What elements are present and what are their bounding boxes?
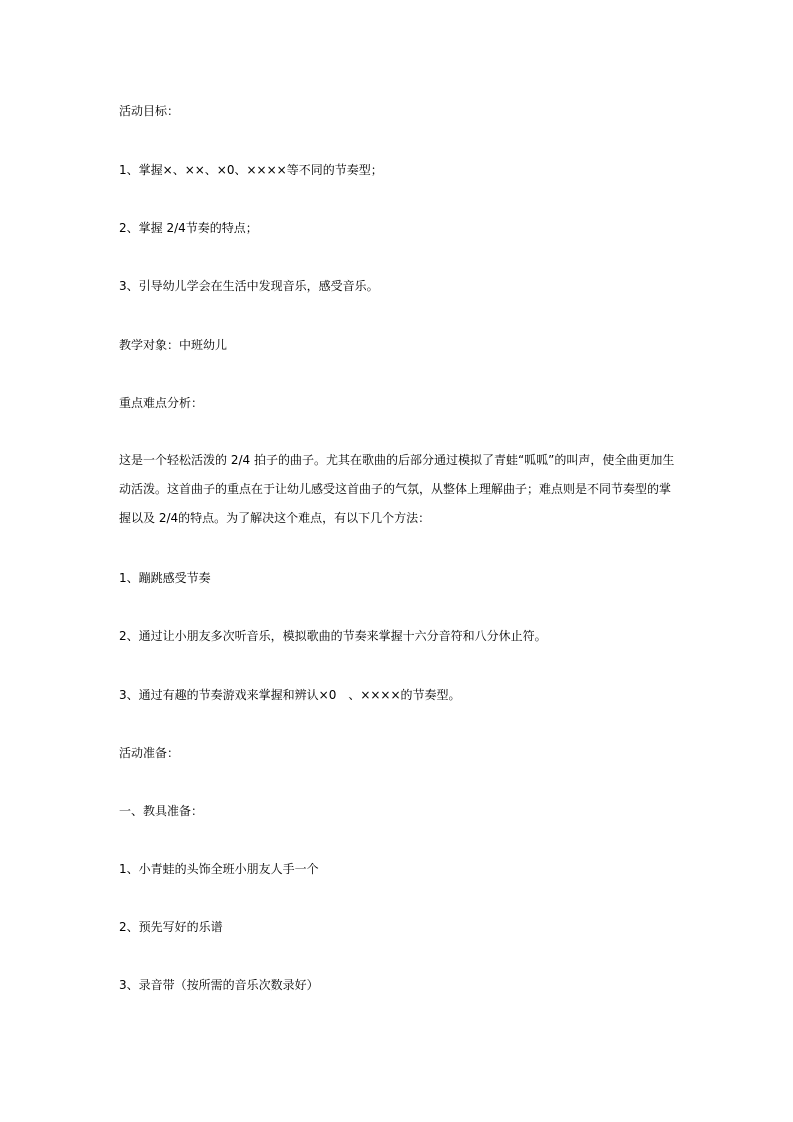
target-line: 教学对象：中班幼儿 — [119, 338, 228, 352]
analysis-paragraph — [119, 446, 679, 533]
prep-item-3: 3、录音带（按所需的音乐次数录好） — [119, 978, 319, 992]
analysis-line-2: 动活泼。这首曲子的重点在于让幼儿感受这首曲子的气氛，从整体上理解曲子；难点则是不同节奏型的掌 — [119, 482, 672, 496]
goals-heading: 活动目标： — [119, 104, 180, 118]
goal-item-1: 1、掌握×、××、×0、××××等不同的节奏型； — [119, 163, 383, 177]
analysis-line-3: 握以及 2/4的特点。为了解决这个难点，有以下几个方法： — [119, 511, 431, 525]
analysis-line-1: 这是一个轻松活泼的 2/4 拍子的曲子。尤其在歌曲的后部分通过模拟了青蛙“呱呱”的叫声，使全曲更加生 — [119, 453, 675, 467]
prep-sub-heading: 一、教具准备： — [119, 804, 204, 818]
goal-item-2: 2、掌握 2/4节奏的特点； — [119, 221, 258, 235]
method-item-2: 2、通过让小朋友多次听音乐，模拟歌曲的节奏来掌握十六分音符和八分休止符。 — [119, 629, 547, 643]
analysis-heading: 重点难点分析： — [119, 396, 204, 410]
prep-item-1: 1、小青蛙的头饰全班小朋友人手一个 — [119, 862, 319, 876]
prep-item-2: 2、预先写好的乐谱 — [119, 920, 223, 934]
method-item-1: 1、蹦跳感受节奏 — [119, 571, 211, 585]
method-item-3: 3、通过有趣的节奏游戏来掌握和辨认×0 、××××的节奏型。 — [119, 688, 461, 702]
prep-heading: 活动准备： — [119, 746, 180, 760]
goal-item-3: 3、引导幼儿学会在生活中发现音乐，感受音乐。 — [119, 279, 379, 293]
